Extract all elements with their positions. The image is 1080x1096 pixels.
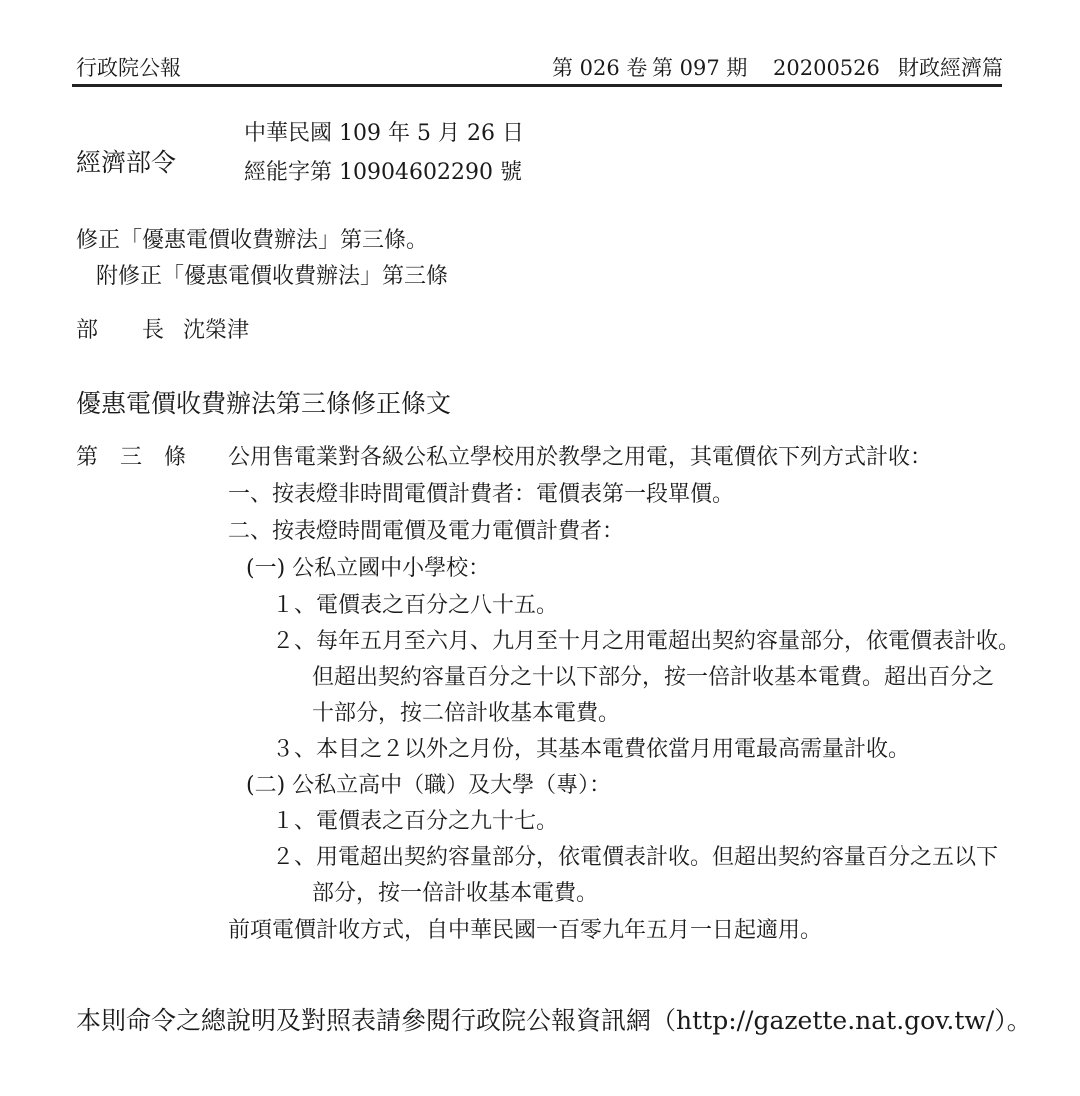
article-line: １、電價表之百分之九十七。 [272,809,559,834]
issue: 第 097 期 [652,56,748,80]
amendment-line-1: 修正「優惠電價收費辦法」第三條。 [76,228,429,253]
article-line: 一、按表燈非時間電價計費者：電價表第一段單價。 [228,482,735,507]
article-line: (二) 公私立高中（職）及大學（專）： [246,773,612,798]
date-code: 20200526 [773,56,880,80]
gazette-name: 行政院公報 [76,56,181,80]
amendment-line-2: 附修正「優惠電價收費辦法」第三條 [96,264,449,289]
article-line: ２、每年五月至六月、九月至十月之用電超出契約容量部分，依電價表計收。 [272,629,1021,654]
article-heading: 優惠電價收費辦法第三條修正條文 [76,389,452,418]
section-name: 財政經濟篇 [898,56,1003,80]
article-line: 二、按表燈時間電價及電力電價計費者： [228,519,625,544]
order-date: 中華民國 109 年 5 月 26 日 [244,121,524,146]
article-line: 前項電價計收方式，自中華民國一百零九年五月一日起適用。 [228,918,823,943]
article-line: １、電價表之百分之八十五。 [272,593,559,618]
minister-title: 部 長 [76,318,165,343]
article-line: ３、本目之２以外之月份，其基本電費依當月用電最高需量計收。 [272,737,911,762]
article-label: 第 三 條 [76,445,187,470]
minister-name: 沈榮津 [183,318,250,343]
article-line: 部分，按一倍計收基本電費。 [312,881,599,906]
order-issuer: 經濟部令 [76,148,177,177]
article-line: ２、用電超出契約容量部分，依電價表計收。但超出契約容量百分之五以下 [272,845,999,870]
volume: 第 026 卷 [552,56,648,80]
header-divider [72,84,1002,87]
article-line: 但超出契約容量百分之十以下部分，按一倍計收基本電費。超出百分之 [312,665,995,690]
article-line: (一) 公私立國中小學校： [246,556,491,581]
article-line: 公用售電業對各級公私立學校用於教學之用電，其電價依下列方式計收： [228,445,933,470]
order-number: 經能字第 10904602290 號 [244,160,522,185]
article-line: 十部分，按二倍計收基本電費。 [312,701,621,726]
footer-note: 本則命令之總說明及對照表請參閱行政院公報資訊網（http://gazette.nat.gov.tw/）。 [76,1006,1032,1035]
